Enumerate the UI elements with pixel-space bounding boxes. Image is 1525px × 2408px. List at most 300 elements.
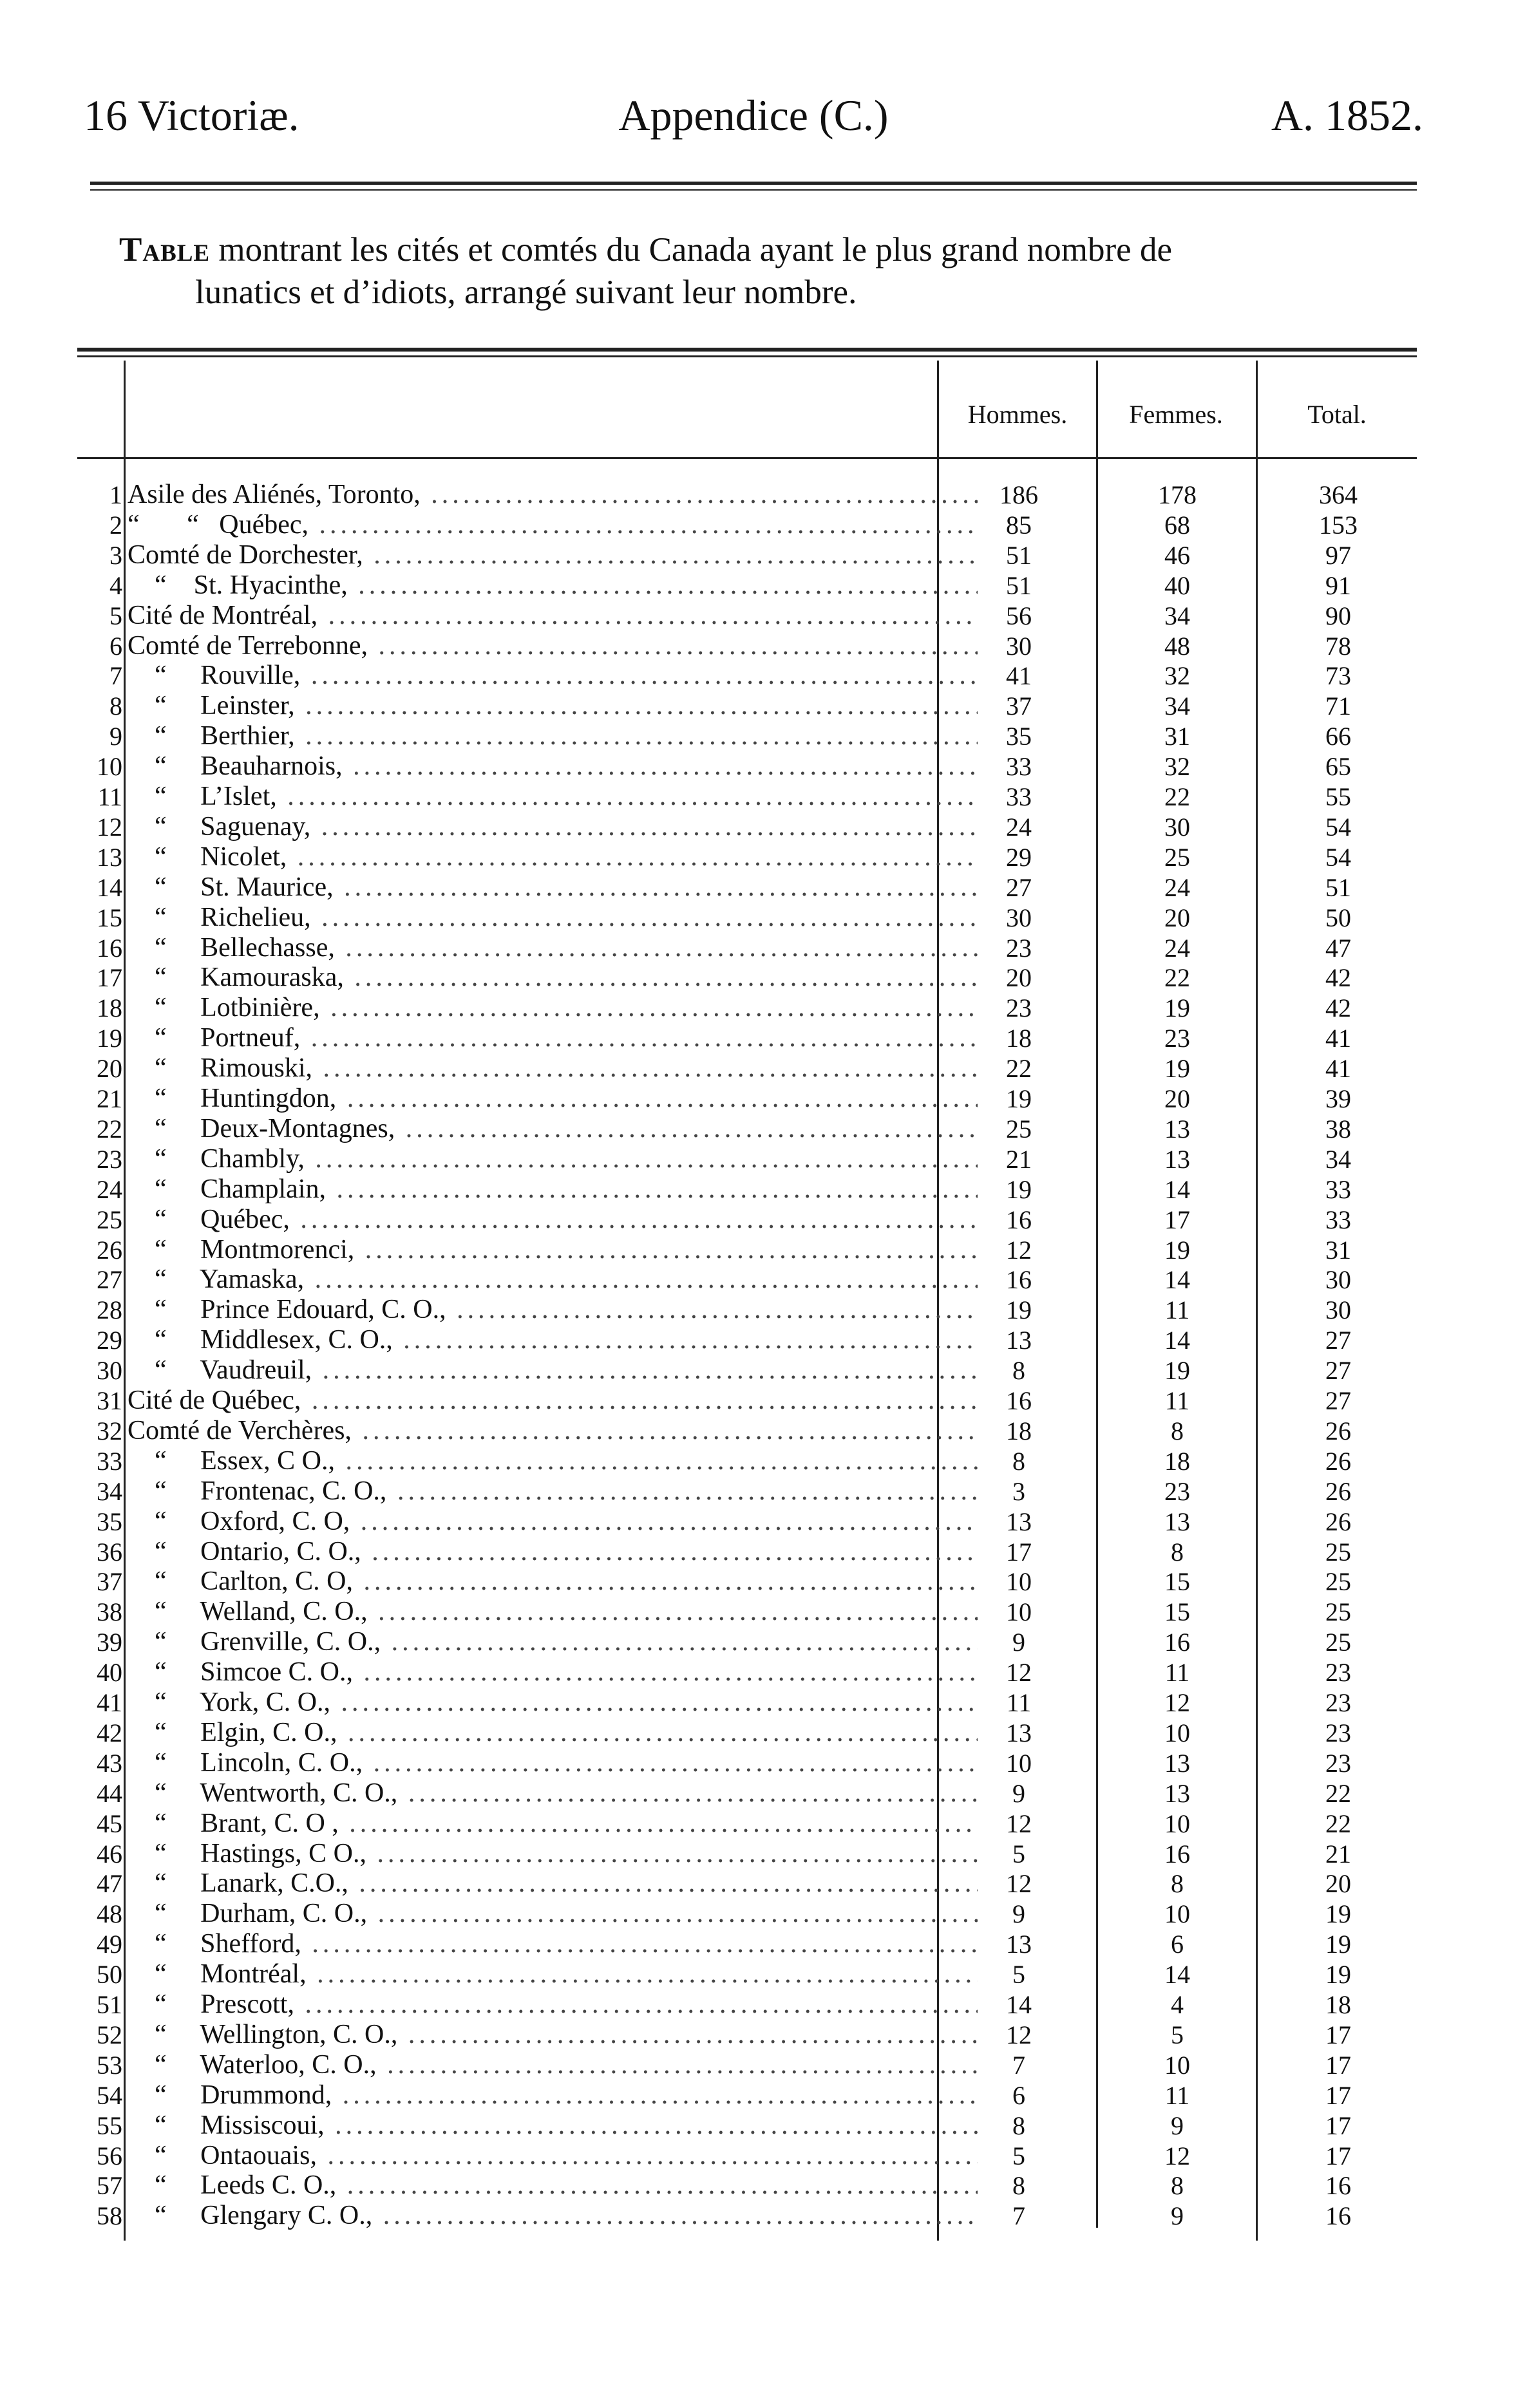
row-total: 54: [1325, 842, 1351, 872]
table-row: [77, 993, 1417, 1023]
row-total: 27: [1325, 1326, 1351, 1355]
row-total: 17: [1325, 2080, 1351, 2110]
row-name: “ Lincoln, C. O., .....: [128, 1748, 978, 1778]
row-number: 32: [97, 1416, 122, 1445]
row-hommes: 23: [1006, 993, 1032, 1023]
row-hommes: 18: [1006, 1416, 1032, 1445]
table-row: [77, 2201, 1417, 2231]
row-femmes: 13: [1164, 1778, 1190, 1808]
row-femmes: 20: [1164, 1084, 1190, 1113]
row-total: 25: [1325, 1537, 1351, 1566]
row-femmes: 12: [1164, 2141, 1190, 2170]
row-hommes: 13: [1006, 1326, 1032, 1355]
row-femmes: 46: [1164, 540, 1190, 570]
table-row: [77, 540, 1417, 570]
row-femmes: 19: [1164, 1054, 1190, 1084]
row-total: 42: [1325, 963, 1351, 993]
row-femmes: 8: [1171, 1869, 1184, 1899]
col-hommes: Hommes.: [967, 400, 1068, 429]
row-total: 30: [1325, 1265, 1351, 1295]
row-total: 27: [1325, 1356, 1351, 1386]
row-number: 55: [97, 2111, 122, 2140]
table-row: [77, 1657, 1417, 1688]
table-row: [77, 1416, 1417, 1446]
row-hommes: 27: [1006, 872, 1032, 902]
row-name: “ Brant, C. O , .....: [128, 1809, 978, 1839]
row-number: 46: [97, 1839, 122, 1868]
row-number: 4: [109, 570, 122, 600]
row-name: Cité de Québec, .....: [128, 1386, 978, 1416]
row-number: 29: [97, 1326, 122, 1355]
row-total: 23: [1325, 1658, 1351, 1688]
row-name: “ Ontario, C. O., .....: [128, 1537, 978, 1567]
row-femmes: 12: [1164, 1688, 1190, 1717]
row-femmes: 31: [1164, 722, 1190, 751]
row-total: 33: [1325, 1174, 1351, 1204]
row-total: 41: [1325, 1054, 1351, 1084]
table-row: [77, 2111, 1417, 2141]
row-femmes: 16: [1164, 1628, 1190, 1657]
row-total: 20: [1325, 1869, 1351, 1899]
row-number: 53: [97, 2050, 122, 2080]
row-number: 57: [97, 2171, 122, 2201]
table-row: [77, 1839, 1417, 1869]
row-hommes: 51: [1006, 540, 1032, 570]
table-row: [77, 1627, 1417, 1657]
row-number: 28: [97, 1295, 122, 1325]
row-femmes: 9: [1171, 2111, 1184, 2140]
table-row: [77, 1476, 1417, 1507]
row-femmes: 10: [1164, 2050, 1190, 2080]
row-number: 2: [109, 510, 122, 540]
row-femmes: 19: [1164, 1235, 1190, 1265]
row-hommes: 37: [1006, 691, 1032, 721]
row-femmes: 48: [1164, 631, 1190, 661]
row-number: 11: [97, 782, 122, 811]
row-number: 31: [97, 1386, 122, 1415]
table-row: [77, 2050, 1417, 2080]
row-femmes: 10: [1164, 1809, 1190, 1838]
row-number: 24: [97, 1174, 122, 1204]
row-name: “ Champlain, .....: [128, 1174, 978, 1205]
row-number: 25: [97, 1205, 122, 1234]
row-hommes: 12: [1006, 1658, 1032, 1688]
row-total: 25: [1325, 1628, 1351, 1657]
row-femmes: 13: [1164, 1114, 1190, 1143]
row-name: “ Berthier, .....: [128, 721, 978, 751]
row-femmes: 9: [1171, 2201, 1184, 2231]
table-row: [77, 1325, 1417, 1355]
row-hommes: 16: [1006, 1205, 1032, 1234]
table-row: [77, 1114, 1417, 1144]
row-femmes: 13: [1164, 1144, 1190, 1174]
row-name: “ L’Islet, .....: [128, 782, 978, 812]
row-name: “ Wentworth, C. O., .....: [128, 1778, 978, 1809]
table-row: [77, 1959, 1417, 1989]
table-row: [77, 1235, 1417, 1265]
row-name: “ Rouville, .....: [128, 661, 978, 691]
row-hommes: 6: [1012, 2080, 1025, 2110]
row-name: “ Missiscoui, .....: [128, 2111, 978, 2141]
row-name: “ Carlton, C. O, .....: [128, 1566, 978, 1597]
row-total: 19: [1325, 1930, 1351, 1959]
table-caption: [119, 229, 1426, 314]
row-number: 17: [97, 963, 122, 993]
row-hommes: 186: [999, 480, 1038, 509]
row-total: 26: [1325, 1507, 1351, 1536]
row-femmes: 5: [1171, 2020, 1184, 2049]
row-name: “ Shefford, .....: [128, 1929, 978, 1959]
row-number: 22: [97, 1114, 122, 1143]
row-femmes: 8: [1171, 2171, 1184, 2201]
row-femmes: 18: [1164, 1446, 1190, 1476]
row-total: 19: [1325, 1960, 1351, 1989]
row-hommes: 17: [1006, 1537, 1032, 1566]
row-name: “ Saguenay, .....: [128, 812, 978, 842]
row-name: “ Essex, C O., .....: [128, 1446, 978, 1476]
row-number: 42: [97, 1718, 122, 1747]
row-femmes: 11: [1164, 1295, 1190, 1325]
row-hommes: 9: [1012, 1628, 1025, 1657]
table-head-rule: [77, 457, 1417, 459]
row-femmes: 11: [1164, 2080, 1190, 2110]
row-name: “ Nicolet, .....: [128, 842, 978, 872]
row-total: 153: [1319, 510, 1358, 540]
row-name: “ Chambly, .....: [128, 1144, 978, 1174]
row-total: 90: [1325, 601, 1351, 630]
row-name: “ “ Québec, .....: [128, 510, 978, 540]
table-row: [77, 631, 1417, 661]
row-name: “ Grenville, C. O., .....: [128, 1627, 978, 1657]
row-total: 71: [1325, 691, 1351, 721]
row-hommes: 11: [1006, 1688, 1032, 1717]
row-total: 26: [1325, 1416, 1351, 1445]
row-hommes: 7: [1012, 2201, 1025, 2231]
row-number: 52: [97, 2020, 122, 2049]
header-right: A. 1852.: [1271, 91, 1423, 140]
row-number: 36: [97, 1537, 122, 1566]
row-femmes: 24: [1164, 872, 1190, 902]
table-top-rule-thin: [77, 355, 1417, 357]
caption-lead: Table: [119, 231, 211, 268]
running-header: [84, 90, 1423, 148]
row-number: 33: [97, 1446, 122, 1476]
row-name: “ Ontaouais, .....: [128, 2141, 978, 2171]
table-row: [77, 480, 1417, 510]
row-name: “ Hastings, C O., .....: [128, 1839, 978, 1869]
row-hommes: 24: [1006, 812, 1032, 842]
row-hommes: 33: [1006, 752, 1032, 782]
row-name: “ Prescott, .....: [128, 1989, 978, 2020]
row-name: “ Lotbinière, .....: [128, 993, 978, 1023]
table-row: [77, 2020, 1417, 2050]
row-name: “ York, C. O., .....: [128, 1688, 978, 1718]
row-name: “ Québec, .....: [128, 1205, 978, 1235]
row-hommes: 19: [1006, 1295, 1032, 1325]
row-name: Comté de Terrebonne, .....: [128, 631, 978, 661]
row-name: “ Lanark, C.O., .....: [128, 1868, 978, 1899]
row-name: “ Drummond, .....: [128, 2080, 978, 2111]
row-total: 54: [1325, 812, 1351, 842]
row-number: 18: [97, 993, 122, 1023]
row-total: 27: [1325, 1386, 1351, 1415]
table-row: [77, 1597, 1417, 1627]
row-total: 38: [1325, 1114, 1351, 1143]
row-total: 66: [1325, 722, 1351, 751]
row-name: “ Montréal, .....: [128, 1959, 978, 1989]
table-row: [77, 1295, 1417, 1325]
row-hommes: 20: [1006, 963, 1032, 993]
row-name: “ St. Hyacinthe, .....: [128, 570, 978, 601]
row-number: 13: [97, 842, 122, 872]
table-row: [77, 1174, 1417, 1205]
row-femmes: 22: [1164, 782, 1190, 811]
row-number: 30: [97, 1356, 122, 1386]
row-femmes: 14: [1164, 1960, 1190, 1989]
row-number: 37: [97, 1567, 122, 1597]
row-total: 19: [1325, 1899, 1351, 1929]
row-total: 33: [1325, 1205, 1351, 1234]
row-name: “ Wellington, C. O., .....: [128, 2020, 978, 2050]
row-hommes: 8: [1012, 2171, 1025, 2201]
row-femmes: 23: [1164, 1024, 1190, 1053]
row-total: 50: [1325, 903, 1351, 932]
caption-line1: montrant les cités et comtés du Canada ayant le plus grand nombre de: [218, 231, 1172, 268]
table-row: [77, 691, 1417, 721]
row-number: 20: [97, 1054, 122, 1084]
table-row: [77, 751, 1417, 782]
row-total: 18: [1325, 1990, 1351, 2019]
row-hommes: 14: [1006, 1990, 1032, 2019]
row-name: “ Richelieu, .....: [128, 903, 978, 933]
row-number: 56: [97, 2141, 122, 2170]
row-femmes: 30: [1164, 812, 1190, 842]
row-femmes: 11: [1164, 1658, 1190, 1688]
table-row: [77, 1265, 1417, 1295]
caption-line2: lunatics et d’idiots, arrangé suivant leur nombre.: [195, 274, 857, 311]
row-name: Comté de Dorchester, .....: [128, 540, 978, 570]
row-femmes: 40: [1164, 570, 1190, 600]
row-femmes: 32: [1164, 661, 1190, 691]
row-name: Asile des Aliénés, Toronto, .....: [128, 480, 978, 510]
table-row: [77, 2141, 1417, 2171]
row-name: “ Waterloo, C. O., .....: [128, 2050, 978, 2080]
row-hommes: 22: [1006, 1054, 1032, 1084]
row-femmes: 19: [1164, 1356, 1190, 1386]
row-hommes: 33: [1006, 782, 1032, 811]
table-row: [77, 1748, 1417, 1778]
row-number: 51: [97, 1990, 122, 2019]
row-femmes: 13: [1164, 1748, 1190, 1778]
table-row: [77, 1507, 1417, 1537]
row-total: 41: [1325, 1024, 1351, 1053]
row-total: 47: [1325, 933, 1351, 963]
row-number: 15: [97, 903, 122, 932]
row-number: 8: [109, 691, 122, 721]
row-total: 39: [1325, 1084, 1351, 1113]
table-row: [77, 1566, 1417, 1597]
row-hommes: 25: [1006, 1114, 1032, 1143]
header-rule-thick: [90, 182, 1417, 185]
row-hommes: 12: [1006, 1869, 1032, 1899]
table-row: [77, 661, 1417, 691]
row-total: 42: [1325, 993, 1351, 1023]
row-number: 5: [109, 601, 122, 630]
row-total: 16: [1325, 2171, 1351, 2201]
row-hommes: 30: [1006, 903, 1032, 932]
row-hommes: 5: [1012, 1839, 1025, 1868]
row-number: 54: [97, 2080, 122, 2110]
row-number: 40: [97, 1658, 122, 1688]
table-top-rule: [77, 348, 1417, 352]
row-name: “ Elgin, C. O., .....: [128, 1718, 978, 1748]
row-number: 21: [97, 1084, 122, 1113]
row-number: 12: [97, 812, 122, 842]
row-hommes: 19: [1006, 1084, 1032, 1113]
row-number: 19: [97, 1024, 122, 1053]
row-hommes: 8: [1012, 2111, 1025, 2140]
row-name: “ St. Maurice, .....: [128, 872, 978, 903]
table-row: [77, 1084, 1417, 1114]
row-total: 91: [1325, 570, 1351, 600]
row-number: 47: [97, 1869, 122, 1899]
table-row: [77, 1355, 1417, 1386]
row-hommes: 9: [1012, 1899, 1025, 1929]
row-hommes: 51: [1006, 570, 1032, 600]
row-total: 25: [1325, 1567, 1351, 1597]
row-hommes: 29: [1006, 842, 1032, 872]
row-femmes: 16: [1164, 1839, 1190, 1868]
row-name: “ Deux-Montagnes, .....: [128, 1114, 978, 1144]
row-number: 58: [97, 2201, 122, 2231]
table-row: [77, 1446, 1417, 1476]
table-row: [77, 1537, 1417, 1567]
row-name: “ Rimouski, .....: [128, 1053, 978, 1084]
table-row: [77, 2080, 1417, 2111]
row-name: “ Leinster, .....: [128, 691, 978, 721]
row-hommes: 56: [1006, 601, 1032, 630]
row-femmes: 14: [1164, 1326, 1190, 1355]
row-hommes: 21: [1006, 1144, 1032, 1174]
row-name: “ Welland, C. O., .....: [128, 1597, 978, 1627]
row-femmes: 34: [1164, 601, 1190, 630]
table-row: [77, 601, 1417, 631]
row-hommes: 18: [1006, 1024, 1032, 1053]
row-number: 7: [109, 661, 122, 691]
row-total: 25: [1325, 1597, 1351, 1627]
row-femmes: 6: [1171, 1930, 1184, 1959]
row-name: “ Middlesex, C. O., .....: [128, 1325, 978, 1355]
row-femmes: 8: [1171, 1537, 1184, 1566]
row-hommes: 41: [1006, 661, 1032, 691]
row-hommes: 9: [1012, 1778, 1025, 1808]
row-number: 1: [109, 480, 122, 509]
row-total: 17: [1325, 2020, 1351, 2049]
row-femmes: 20: [1164, 903, 1190, 932]
table-row: [77, 1386, 1417, 1416]
table-row: [77, 933, 1417, 963]
row-number: 44: [97, 1778, 122, 1808]
row-number: 45: [97, 1809, 122, 1838]
row-number: 49: [97, 1930, 122, 1959]
row-femmes: 23: [1164, 1476, 1190, 1506]
row-femmes: 15: [1164, 1597, 1190, 1627]
row-name: “ Vaudreuil, .....: [128, 1355, 978, 1386]
row-hommes: 35: [1006, 722, 1032, 751]
row-number: 48: [97, 1899, 122, 1929]
row-number: 38: [97, 1597, 122, 1627]
table-row: [77, 510, 1417, 540]
table-row: [77, 872, 1417, 903]
table-row: [77, 570, 1417, 601]
table-row: [77, 1144, 1417, 1174]
row-total: 21: [1325, 1839, 1351, 1868]
row-hommes: 23: [1006, 933, 1032, 963]
row-number: 43: [97, 1748, 122, 1778]
row-name: “ Simcoe C. O., .....: [128, 1657, 978, 1688]
row-number: 26: [97, 1235, 122, 1265]
row-femmes: 14: [1164, 1265, 1190, 1295]
table-row: [77, 903, 1417, 933]
row-name: “ Durham, C. O., .....: [128, 1899, 978, 1929]
row-femmes: 32: [1164, 752, 1190, 782]
row-total: 17: [1325, 2141, 1351, 2170]
row-femmes: 68: [1164, 510, 1190, 540]
row-name: Cité de Montréal, .....: [128, 601, 978, 631]
row-hommes: 5: [1012, 1960, 1025, 1989]
table-row: [77, 842, 1417, 872]
row-hommes: 8: [1012, 1356, 1025, 1386]
row-hommes: 10: [1006, 1597, 1032, 1627]
row-name: “ Beauharnois, .....: [128, 751, 978, 782]
row-total: 16: [1325, 2201, 1351, 2231]
table-row: [77, 1899, 1417, 1929]
table-row: [77, 963, 1417, 993]
row-number: 3: [109, 540, 122, 570]
table-row: [77, 1929, 1417, 1959]
row-hommes: 85: [1006, 510, 1032, 540]
row-total: 31: [1325, 1235, 1351, 1265]
row-name: “ Huntingdon, .....: [128, 1084, 978, 1114]
header-rule-thin: [90, 189, 1417, 191]
table-row: [77, 1809, 1417, 1839]
table-row: [77, 812, 1417, 842]
table-row: [77, 1718, 1417, 1748]
row-hommes: 12: [1006, 1809, 1032, 1838]
row-total: 97: [1325, 540, 1351, 570]
row-hommes: 5: [1012, 2141, 1025, 2170]
row-name: “ Leeds C. O., .....: [128, 2170, 978, 2201]
row-hommes: 13: [1006, 1718, 1032, 1747]
row-femmes: 11: [1164, 1386, 1190, 1415]
header-center: Appendice (C.): [618, 91, 889, 140]
row-number: 9: [109, 722, 122, 751]
row-total: 34: [1325, 1144, 1351, 1174]
row-total: 22: [1325, 1778, 1351, 1808]
row-femmes: 14: [1164, 1174, 1190, 1204]
row-hommes: 16: [1006, 1386, 1032, 1415]
row-hommes: 19: [1006, 1174, 1032, 1204]
row-femmes: 24: [1164, 933, 1190, 963]
row-hommes: 13: [1006, 1507, 1032, 1536]
row-femmes: 17: [1164, 1205, 1190, 1234]
row-name: “ Montmorenci, .....: [128, 1235, 978, 1265]
row-hommes: 8: [1012, 1446, 1025, 1476]
row-femmes: 19: [1164, 993, 1190, 1023]
data-table: [77, 348, 1417, 2247]
row-femmes: 10: [1164, 1899, 1190, 1929]
table-row: [77, 2170, 1417, 2201]
